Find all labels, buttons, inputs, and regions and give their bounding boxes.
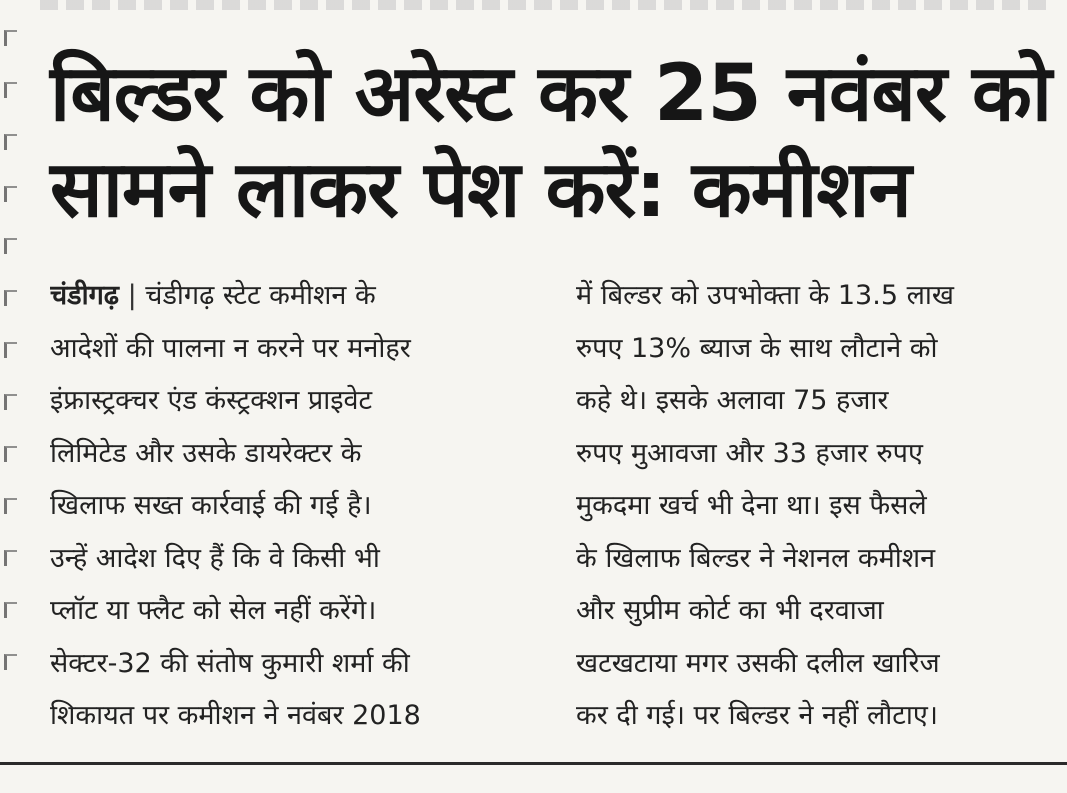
body-line-text: चंडीगढ़ स्टेट कमीशन के bbox=[145, 280, 376, 311]
body-line bbox=[50, 270, 532, 323]
body-line: कर दी गई। पर बिल्डर ने नहीं लौटाए। bbox=[576, 700, 939, 731]
body-line: लिमिटेड और उसके डायरेक्टर के bbox=[50, 437, 362, 469]
body-line: कहे थे। इसके अलावा 75 हजार bbox=[576, 385, 889, 416]
body-line: और सुप्रीम कोर्ट का भी दरवाजा bbox=[576, 595, 884, 626]
body-line: प्लॉट या फ्लैट को सेल नहीं करेंगे। bbox=[50, 595, 377, 626]
body-line: शिकायत पर कमीशन ने नवंबर 2018 bbox=[50, 700, 421, 731]
adjacent-column-edge bbox=[0, 20, 16, 720]
dateline-separator: | bbox=[127, 280, 137, 311]
body-line: में बिल्डर को उपभोक्ता के 13.5 लाख bbox=[576, 280, 954, 311]
body-line: रुपए 13% ब्याज के साथ लौटाने को bbox=[576, 332, 938, 364]
headline-line-2: सामने लाकर पेश करें: कमीशन bbox=[50, 145, 911, 235]
headline bbox=[50, 46, 1050, 238]
headline-line-1: बिल्डर को अरेस्ट कर 25 नवंबर को bbox=[50, 49, 1052, 139]
dateline: चंडीगढ़ bbox=[50, 280, 119, 311]
body-line: सेक्टर-32 की संतोष कुमारी शर्मा की bbox=[50, 647, 410, 679]
bottom-divider bbox=[0, 762, 1067, 765]
body-line: के खिलाफ बिल्डर ने नेशनल कमीशन bbox=[576, 542, 936, 574]
body-line: आदेशों की पालना न करने पर मनोहर bbox=[50, 332, 411, 364]
body-line: मुकदमा खर्च भी देना था। इस फैसले bbox=[576, 490, 927, 521]
article-column-2 bbox=[576, 270, 1058, 745]
previous-article-bleed bbox=[40, 0, 1050, 10]
body-line: उन्हें आदेश दिए हैं कि वे किसी भी bbox=[50, 542, 380, 574]
body-line: इंफ्रास्ट्रक्चर एंड कंस्ट्रक्शन प्राइवेट bbox=[50, 385, 373, 416]
article-body bbox=[50, 270, 1058, 745]
article-column-1 bbox=[50, 270, 532, 745]
body-line: रुपए मुआवजा और 33 हजार रुपए bbox=[576, 437, 923, 469]
body-line: खटखटाया मगर उसकी दलील खारिज bbox=[576, 647, 940, 679]
body-line: खिलाफ सख्त कार्रवाई की गई है। bbox=[50, 490, 372, 521]
